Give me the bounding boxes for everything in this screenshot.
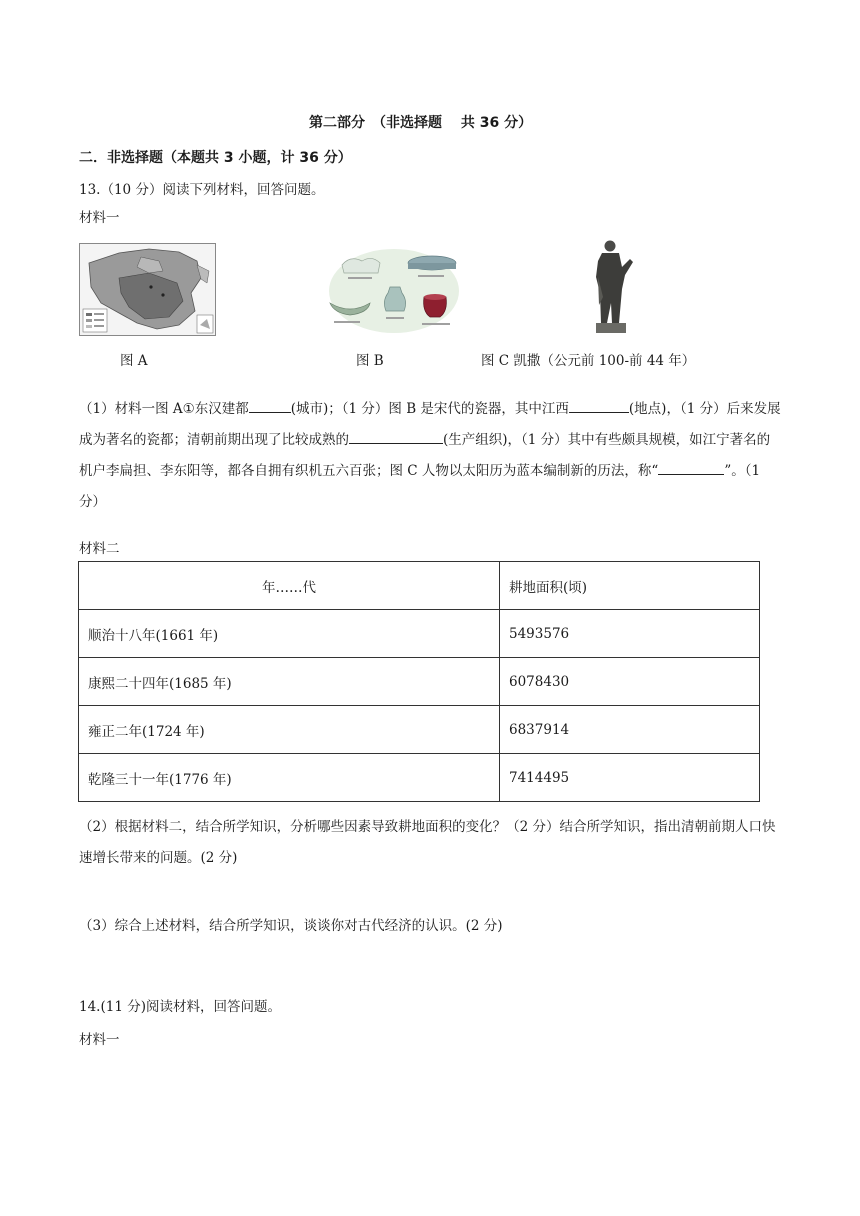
material-1-label: 材料一 bbox=[79, 210, 120, 226]
answer-blank-organization[interactable] bbox=[349, 429, 443, 444]
answer-blank-city[interactable] bbox=[249, 398, 291, 413]
part-1-text-a: （1）材料一图 A①东汉建都 bbox=[79, 401, 249, 417]
answer-blank-place[interactable] bbox=[569, 398, 629, 413]
part-title: 第二部分 （非选择题 共 36 分） bbox=[309, 115, 533, 131]
table-cell: 乾隆三十一年(1776 年) bbox=[79, 754, 500, 802]
part-1-text-c: (地点)，（1 分）后来发展成为著名的瓷都；清朝前期出现了比较成熟的 bbox=[79, 401, 781, 448]
table-row bbox=[79, 610, 760, 658]
table-cell: 康熙二十四年(1685 年) bbox=[79, 658, 500, 706]
table-header-cell: 耕地面积(顷) bbox=[500, 562, 760, 610]
table-cell: 6078430 bbox=[500, 658, 760, 706]
table-row bbox=[79, 658, 760, 706]
section-heading: 二．非选择题（本题共 3 小题，计 36 分） bbox=[79, 150, 352, 166]
table-cell: 6837914 bbox=[500, 706, 760, 754]
table-cell: 7414495 bbox=[500, 754, 760, 802]
part-1-text-b: (城市)；（1 分）图 B 是宋代的瓷器，其中江西 bbox=[290, 401, 569, 417]
question-14-material-1-label: 材料一 bbox=[79, 1032, 120, 1048]
figure-a-caption: 图 A bbox=[120, 353, 148, 369]
part-1-text-e: ”。（1 分） bbox=[79, 463, 761, 510]
figure-a-map bbox=[79, 243, 216, 336]
material-2-label: 材料二 bbox=[79, 541, 120, 557]
question-13-part-1 bbox=[79, 394, 781, 518]
figure-c-caesar-statue bbox=[592, 237, 637, 335]
table-row bbox=[79, 706, 760, 754]
farmland-table bbox=[78, 561, 760, 802]
table-row bbox=[79, 754, 760, 802]
part-1-text-d: (生产组织)，（1 分）其中有些颇具规模，如江宁著名的机户李扁担、李东阳等，都各自拥有织机五六百张；图 C 人物以太阳历为蓝本编制新的历法，称“ bbox=[79, 432, 771, 479]
figure-c-caption: 图 C 凯撒（公元前 100-前 44 年） bbox=[481, 353, 696, 369]
table-cell: 5493576 bbox=[500, 610, 760, 658]
question-13-header: 13.（10 分）阅读下列材料，回答问题。 bbox=[79, 182, 325, 198]
question-13-part-2: （2）根据材料二，结合所学知识，分析哪些因素导致耕地面积的变化？（2 分）结合所学知识，指出清朝前期人口快速增长带来的问题。(2 分) bbox=[79, 819, 776, 866]
question-13-part-3: （3）综合上述材料，结合所学知识，谈谈你对古代经济的认识。(2 分) bbox=[79, 918, 503, 934]
figure-b-caption: 图 B bbox=[356, 353, 384, 369]
table-cell: 雍正二年(1724 年) bbox=[79, 706, 500, 754]
table-header-cell: 年……代 bbox=[79, 562, 500, 610]
figure-b-porcelain bbox=[328, 247, 460, 334]
question-14-header: 14.(11 分)阅读材料，回答问题。 bbox=[79, 999, 281, 1015]
table-header-row bbox=[79, 562, 760, 610]
answer-blank-calendar[interactable] bbox=[658, 460, 724, 475]
table-cell: 顺治十八年(1661 年) bbox=[79, 610, 500, 658]
